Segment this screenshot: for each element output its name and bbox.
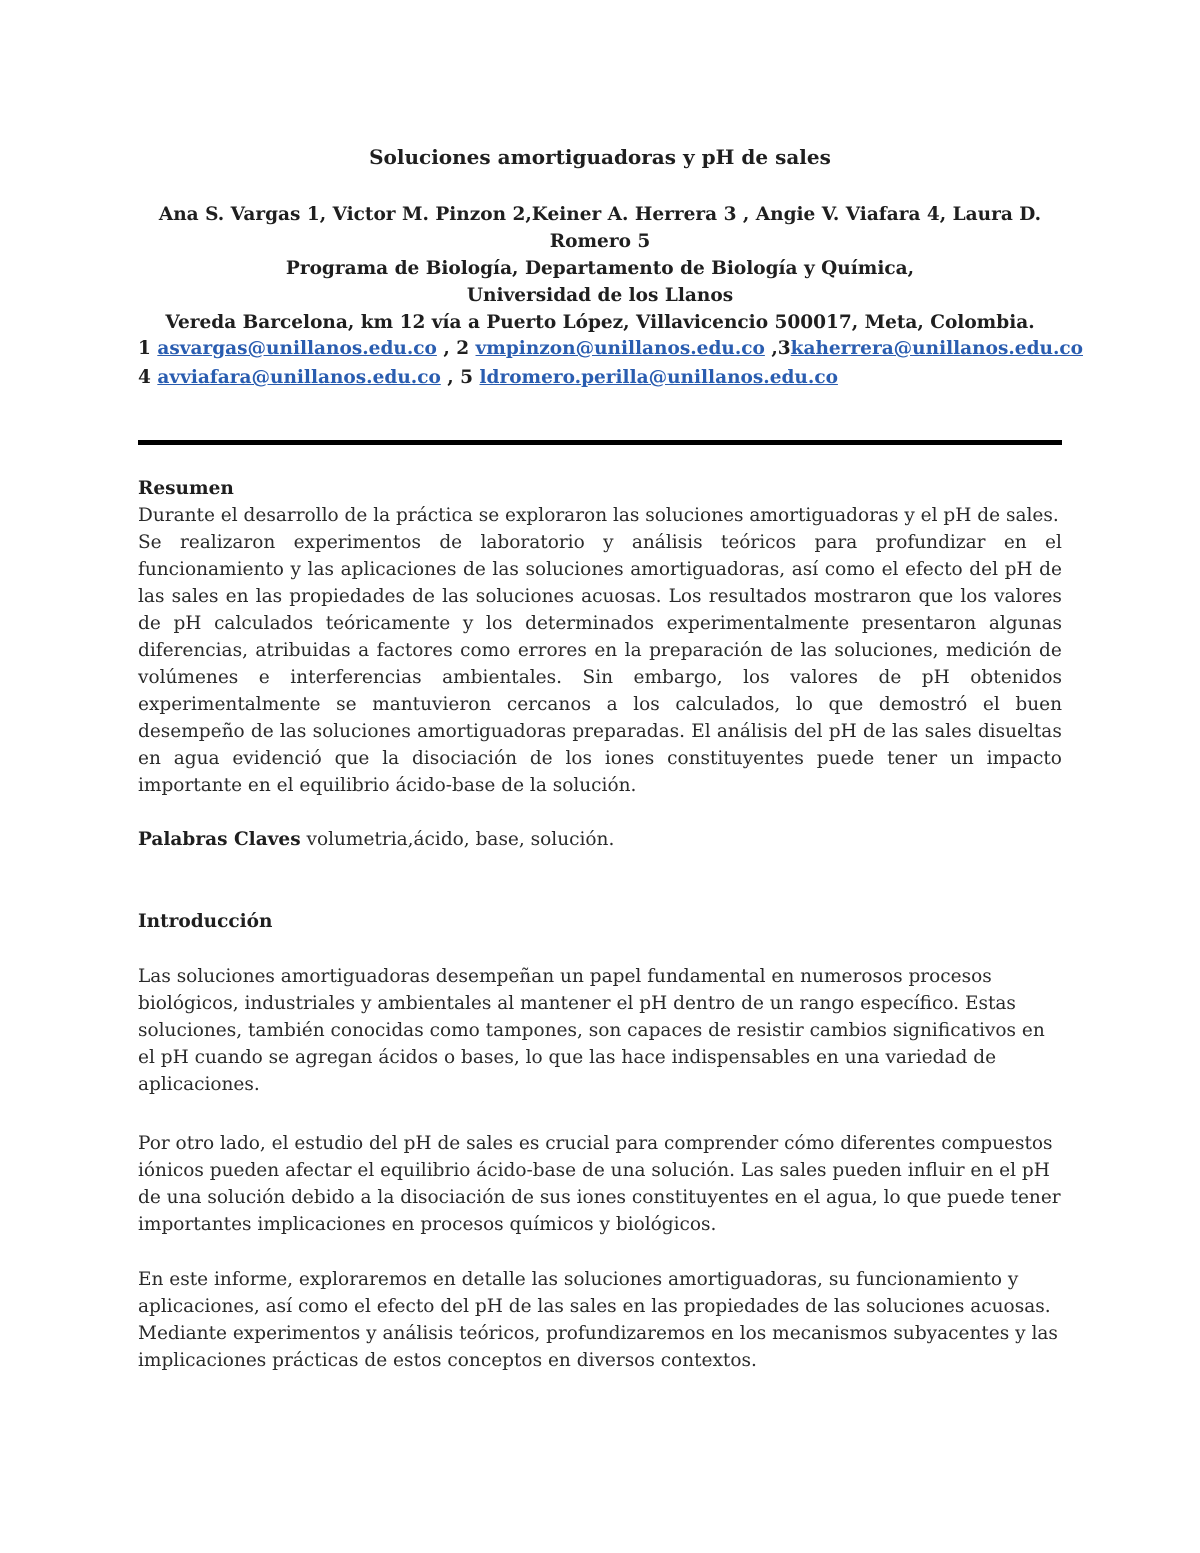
author-block bbox=[138, 201, 1062, 336]
email-index-2: , 2 bbox=[436, 338, 470, 359]
intro-paragraph-3 bbox=[138, 1266, 1062, 1374]
abstract-line: de pH calculados teóricamente y los determinados experimentalmente presentaron algunas bbox=[138, 613, 1062, 634]
author-list-line-2: Romero 5 bbox=[549, 231, 651, 252]
intro-line: biológicos, industriales y ambientales al mantener el pH dentro de un rango específico. Estas bbox=[138, 993, 1016, 1014]
affiliation-line-2: Universidad de los Llanos bbox=[466, 285, 734, 306]
email-row-1 bbox=[138, 334, 1083, 363]
intro-line: aplicaciones. bbox=[138, 1074, 260, 1095]
email-index-4: 4 bbox=[138, 367, 151, 388]
author-list-line-1: Ana S. Vargas 1, Victor M. Pinzon 2,Keiner A. Herrera 3 , Angie V. Viafara 4, Laura D. bbox=[158, 204, 1042, 225]
abstract-line: Se realizaron experimentos de laboratorio y análisis teóricos para profundizar en el bbox=[138, 532, 1062, 553]
abstract-line: diferencias, atribuidas a factores como errores en la preparación de las soluciones, medición de bbox=[138, 640, 1062, 661]
abstract-line: funcionamiento y las aplicaciones de las soluciones amortiguadoras, así como el efecto del pH de bbox=[138, 559, 1062, 580]
email-index-5: , 5 bbox=[440, 367, 474, 388]
keywords-label: Palabras Claves bbox=[138, 829, 301, 850]
keywords-text: volumetria,ácido, base, solución. bbox=[300, 829, 615, 850]
intro-line: importantes implicaciones en procesos químicos y biológicos. bbox=[138, 1214, 717, 1235]
abstract-line: en agua evidenció que la disociación de los iones constituyentes puede tener un impacto bbox=[138, 748, 1062, 769]
intro-line: soluciones, también conocidas como tampones, son capaces de resistir cambios significativos en bbox=[138, 1020, 1045, 1041]
intro-line: de una solución debido a la disociación de sus iones constituyentes en el agua, lo que puede tener bbox=[138, 1187, 1061, 1208]
email-link-2[interactable]: vmpinzon@unillanos.edu.co bbox=[475, 338, 765, 359]
intro-line: aplicaciones, así como el efecto del pH de las sales en las propiedades de las soluciones acuosas. bbox=[138, 1296, 1051, 1317]
intro-line: Por otro lado, el estudio del pH de sales es crucial para comprender cómo diferentes compuestos bbox=[138, 1133, 1053, 1154]
intro-line: el pH cuando se agregan ácidos o bases, lo que las hace indispensables en una variedad de bbox=[138, 1047, 997, 1068]
affiliation-line-1: Programa de Biología, Departamento de Biología y Química, bbox=[285, 258, 915, 279]
abstract-line: desempeño de las soluciones amortiguadoras preparadas. El análisis del pH de las sales disueltas bbox=[138, 721, 1062, 742]
intro-paragraph-2 bbox=[138, 1130, 1062, 1238]
email-link-3[interactable]: kaherrera@unillanos.edu.co bbox=[790, 338, 1083, 359]
abstract-body bbox=[138, 502, 1062, 799]
email-index-3: ,3 bbox=[764, 338, 791, 359]
abstract-line: las sales en las propiedades de las soluciones acuosas. Los resultados mostraron que los valores bbox=[138, 586, 1062, 607]
abstract-line: volúmenes e interferencias ambientales. Sin embargo, los valores de pH obtenidos bbox=[138, 667, 1062, 688]
email-link-1[interactable]: asvargas@unillanos.edu.co bbox=[157, 338, 437, 359]
introduction-heading: Introducción bbox=[138, 911, 273, 932]
abstract-heading: Resumen bbox=[138, 478, 234, 499]
keywords bbox=[138, 826, 1062, 853]
intro-paragraph-1 bbox=[138, 963, 1062, 1098]
intro-line: En este informe, exploraremos en detalle las soluciones amortiguadoras, su funcionamiento y bbox=[138, 1269, 1019, 1290]
address-line: Vereda Barcelona, km 12 vía a Puerto López, Villavicencio 500017, Meta, Colombia. bbox=[165, 312, 1035, 333]
abstract-line: Durante el desarrollo de la práctica se exploraron las soluciones amortiguadoras y el pH de sales. bbox=[138, 505, 1059, 526]
email-index-1: 1 bbox=[138, 338, 151, 359]
intro-line: Mediante experimentos y análisis teóricos, profundizaremos en los mecanismos subyacentes y las bbox=[138, 1323, 1058, 1344]
email-link-5[interactable]: ldromero.perilla@unillanos.edu.co bbox=[479, 367, 838, 388]
horizontal-rule bbox=[138, 440, 1062, 445]
paper-title: Soluciones amortiguadoras y pH de sales bbox=[369, 145, 831, 169]
email-row-2 bbox=[138, 363, 1062, 392]
email-link-4[interactable]: avviafara@unillanos.edu.co bbox=[157, 367, 441, 388]
abstract-line: experimentalmente se mantuvieron cercanos a los calculados, lo que demostró el buen bbox=[138, 694, 1062, 715]
author-emails bbox=[138, 334, 1083, 392]
intro-line: implicaciones prácticas de estos conceptos en diversos contextos. bbox=[138, 1350, 757, 1371]
intro-line: iónicos pueden afectar el equilibrio ácido-base de una solución. Las sales pueden influir en el pH bbox=[138, 1160, 1050, 1181]
intro-line: Las soluciones amortiguadoras desempeñan un papel fundamental en numerosos procesos bbox=[138, 966, 992, 987]
abstract-line: importante en el equilibrio ácido-base de la solución. bbox=[138, 775, 637, 796]
